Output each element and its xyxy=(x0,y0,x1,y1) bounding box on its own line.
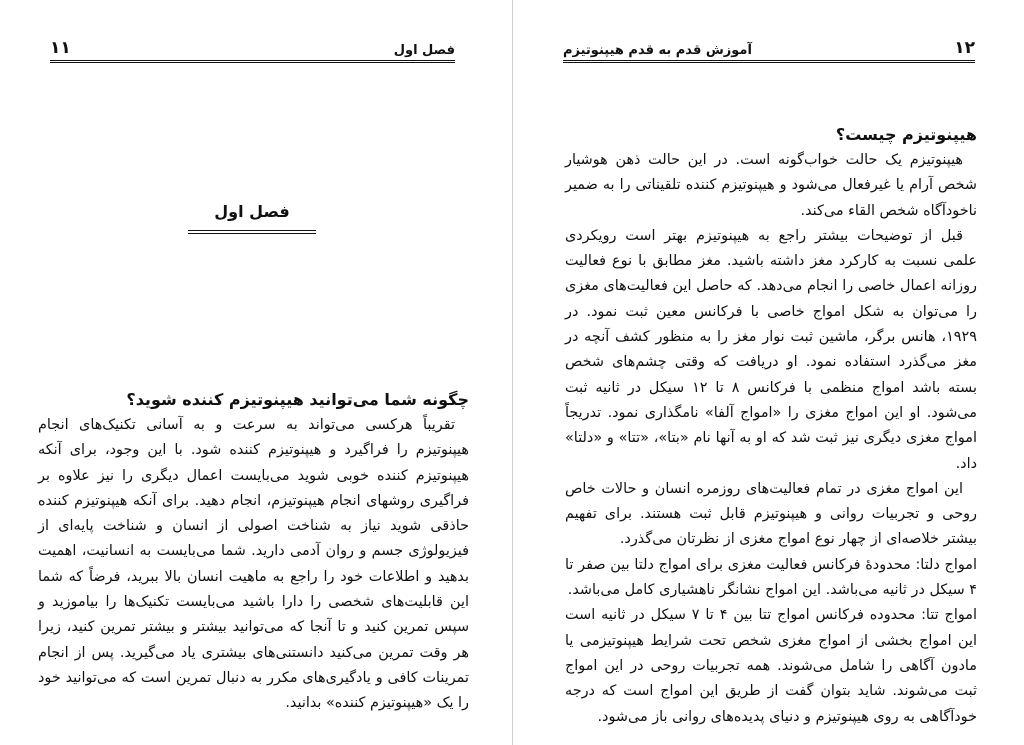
left-running-header xyxy=(50,38,455,63)
left-body-text xyxy=(38,387,469,717)
right-paragraph-theta: امواج تتا: محدوده فرکانس امواج تتا بین ۴ تا ۷ سیکل در ثانیه است این امواج بخشی از امواج مغزی شخص تحت شرایط هیپنوتیزمی یا مادون آگاهی را شامل می‌شوند. همه تجربیات روحی در این امواج ثبت می‌شوند. شاید بتوان گفت از طریق این امواج است که درجه خودآگاهی به روی هیپنوتیزم و دنیای پدیده‌های روانی باز می‌شود. xyxy=(565,607,977,725)
left-page-number: ۱۱ xyxy=(50,38,71,58)
right-running-header xyxy=(563,38,975,63)
left-header-title: فصل اول xyxy=(393,43,455,58)
right-paragraph-delta: امواج دلتا: محدودهٔ فرکانس فعالیت مغزی برای امواج دلتا بین صفر تا ۴ سیکل در ثانیه می‌باشد. این امواج نشانگر ناهشیاری کامل می‌باشد. xyxy=(565,556,977,599)
right-page xyxy=(513,0,1024,745)
chapter-title: فصل اول xyxy=(188,202,316,234)
right-page-number: ۱۲ xyxy=(954,38,975,58)
right-paragraph-2: قبل از توضیحات بیشتر راجع به هیپنوتیزم بهتر است رویکردی علمی نسبت به کارکرد مغز داشته باشید. مغز مطابق با نوع فعالیت روزانه اعمال خاصی را انجام می‌دهد. که حاصل این فعالیت‌های مغزی را می‌توان به شکل امواج خاصی با فرکانس معین ثبت نمود. در ۱۹۲۹، هانس برگر، ماشین ثبت نوار مغز را به منظور کشف آنچه در مغز می‌گذرد استفاده نمود. او دریافت که وقتی چشم‌های شخص بسته باشد امواج منظمی با فرکانس ۸ تا ۱۲ سیکل در ثانیه ثبت می‌شود. او این امواج مغزی را «امواج آلفا» نامگذاری نمود. تدریجاً امواج مغزی دیگری نیز ثبت شد که او به آنها نام «بتا»، «تتا» و «دلتا» داد. xyxy=(565,227,977,472)
left-page xyxy=(0,0,511,745)
right-paragraph-1: هیپنوتیزم یک حالت خواب‌گونه است. در این حالت ذهن هوشیار شخص آرام یا غیرفعال می‌شود و هیپنوتیزم کننده تلقیناتی را به ضمیر ناخودآگاه شخص القاء می‌کند. xyxy=(565,152,977,219)
right-section-title: هیپنوتیزم چیست؟ xyxy=(835,125,977,144)
left-section-title: چگونه شما می‌توانید هیپنوتیزم کننده شوید؟ xyxy=(126,390,469,409)
right-header-title: آموزش قدم به قدم هیپنوتیزم xyxy=(563,43,752,58)
right-body-text xyxy=(565,122,977,730)
right-paragraph-3: این امواج مغزی در تمام فعالیت‌های روزمره انسان و حالات خاص روحی و تجربیات روانی و هیپنوتیزم قابل ثبت هستند. برای تفهیم بیشتر خلاصه‌ای از چهار نوع امواج مغزی از نظرتان می‌گذرد. xyxy=(565,480,977,548)
left-paragraph-1: تقریباً هرکسی می‌تواند به سرعت و به آسانی تکنیک‌های انجام هیپنوتیزم را فراگیرد و هیپنوتیزم کننده شود. با این وجود، برای آنکه هیپنوتیزم کننده خوبی شوید می‌بایست اعمال دیگری را نیز علاوه بر فراگیری روشهای انجام هیپنوتیزم، انجام دهید. برای آنکه هیپنوتیزم کننده حاذقی شوید نیاز به شناخت اصولی از انسان و شناخت پایه‌ای از فیزیولوژی جسم و روان آدمی دارید. شما می‌بایست به انسانیت، اهمیت بدهید و اطلاعات خود را راجع به ماهیت انسان بالا ببرید، فرضاً که شما این قابلیت‌های شخصی را دارا باشید می‌بایست تکنیک‌ها را بیاموزید و سپس تمرین کنید و تا آنجا که می‌توانید بیشتر و بیشتر تمرین کنید، زیرا هر وقت تمرین می‌کنید دانستنی‌های بیشتری یاد می‌گیرید. پس از انجام تمرینات کافی و یادگیری‌های مکرر به دنبال تمرین است که می‌توانید خود را یک «هیپنوتیزم کننده» بدانید. xyxy=(38,417,469,712)
